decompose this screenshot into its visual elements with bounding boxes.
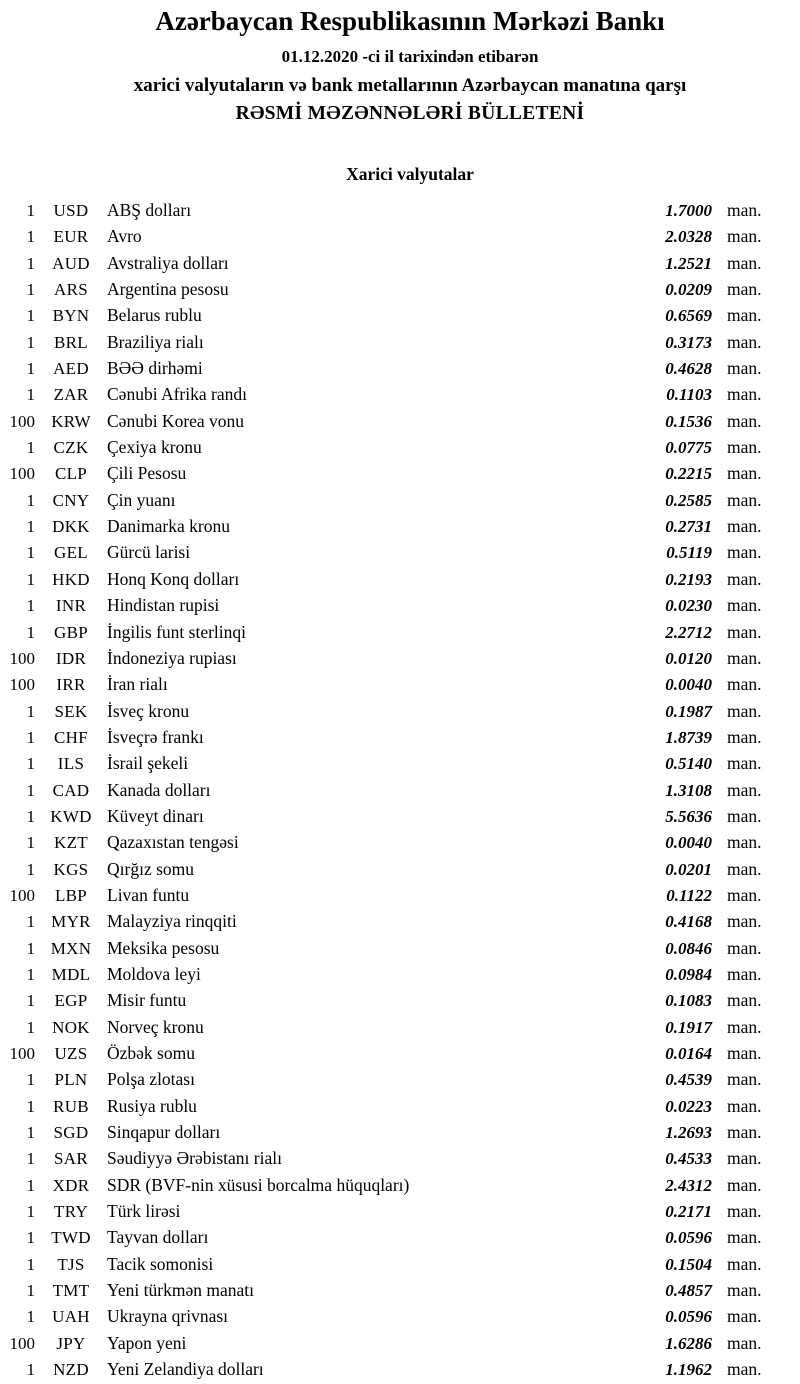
rate-value-cell: 0.1083 [665,991,712,1011]
currency-code-cell: INR [55,596,87,616]
currency-code-cell: SEK [54,701,88,721]
exchange-rates-table [0,197,800,1382]
rate-value-cell: 0.0120 [665,648,712,668]
unit-cell: man. [727,200,762,220]
nominal-cell: 1 [26,1175,35,1195]
section-title-foreign-currencies: Xarici valyutalar [346,164,474,184]
currency-name-cell: Səudiyyə Ərəbistanı rialı [107,1148,282,1169]
rate-value-cell: 0.5119 [666,543,712,563]
rate-value-cell: 5.5636 [665,806,712,826]
currency-name-cell: İndoneziya rupiası [107,647,237,668]
rate-row [0,1093,800,1119]
rate-row [0,592,800,618]
unit-cell: man. [727,726,762,747]
currency-code-cell: SGD [53,1123,89,1143]
currency-name-cell: Gürcü larisi [107,542,191,563]
rate-value-cell: 1.8739 [665,727,712,747]
rate-value-cell: 0.1917 [665,1017,712,1037]
rate-value-cell: 0.5140 [665,754,712,774]
currency-name-cell: Belarus rublu [107,305,202,326]
rate-row [0,987,800,1013]
rate-value-cell: 0.4628 [665,359,712,379]
currency-code-cell: SAR [54,1149,88,1169]
nominal-cell: 1 [26,201,35,220]
currency-code-cell: IRR [56,675,86,695]
currency-name-cell: Çili Pesosu [107,463,187,484]
rate-row [0,1066,800,1092]
unit-cell: man. [727,1253,762,1274]
currency-code-cell: AUD [52,253,90,273]
currency-name-cell: Qazaxıstan tengəsi [107,832,239,853]
currency-code-cell: UAH [52,1307,90,1327]
currency-code-cell: IDR [55,648,87,668]
rate-value-cell: 0.2585 [665,490,712,510]
rate-value-cell: 0.0230 [665,596,712,616]
unit-cell: man. [727,568,762,589]
nominal-cell: 100 [9,411,35,431]
rate-value-cell: 0.4168 [665,912,712,932]
currency-name-cell: Malayziya rinqqiti [107,911,237,932]
unit-cell: man. [727,700,762,721]
unit-cell: man. [727,1201,762,1222]
currency-name-cell: İsrail şekeli [107,753,189,774]
currency-code-cell: CZK [53,438,89,458]
rate-row [0,935,800,961]
nominal-cell: 1 [26,991,35,1011]
currency-code-cell: UZS [54,1044,88,1063]
currency-code-cell: GBP [54,622,88,642]
rate-value-cell: 0.0984 [665,964,712,984]
currency-name-cell: Cənubi Afrika randı [107,384,247,405]
unit-cell: man. [727,1016,762,1037]
rate-value-cell: 0.4539 [665,1070,712,1090]
currency-code-cell: CHF [54,727,88,747]
nominal-cell: 1 [26,332,35,352]
rate-value-cell: 0.0164 [665,1044,712,1063]
currency-name-cell: Cənubi Korea vonu [107,410,245,431]
nominal-cell: 1 [26,438,35,458]
nominal-cell: 1 [26,517,35,537]
unit-cell: man. [727,911,762,932]
currency-name-cell: İsveçrə frankı [107,726,204,747]
currency-name-cell: Honq Konq dolları [107,568,240,589]
rate-row [0,1356,800,1382]
currency-code-cell: MDL [51,964,91,984]
rate-row [0,1224,800,1250]
currency-name-cell: Kanada dolları [107,779,211,800]
nominal-cell: 100 [9,675,35,695]
rate-value-cell: 0.0775 [665,438,712,458]
rate-row [0,1145,800,1171]
nominal-cell: 1 [26,490,35,510]
nominal-cell: 1 [26,306,35,326]
rate-row [0,566,800,592]
unit-cell: man. [727,858,762,879]
nominal-cell: 100 [9,464,35,484]
unit-cell: man. [727,963,762,984]
currency-name-cell: Meksika pesosu [107,937,220,958]
currency-code-cell: CNY [52,490,90,510]
currency-code-cell: BRL [54,332,88,352]
nominal-cell: 1 [26,1254,35,1274]
rate-value-cell: 0.1122 [666,885,712,905]
currency-name-cell: Yapon yeni [107,1332,187,1353]
rate-value-cell: 1.1962 [665,1360,712,1380]
nominal-cell: 1 [26,1202,35,1222]
rate-row [0,961,800,987]
unit-cell: man. [727,1332,762,1353]
nominal-cell: 1 [26,1307,35,1327]
rate-row [0,223,800,249]
currency-code-cell: KZT [54,833,88,853]
currency-code-cell: KWD [50,806,92,826]
currency-name-cell: Çin yuanı [107,489,176,510]
currency-name-cell: Küveyt dinarı [107,805,204,826]
rate-value-cell: 2.0328 [665,227,712,247]
currency-code-cell: MXN [50,938,92,958]
currency-code-cell: USD [53,201,89,220]
unit-cell: man. [727,753,762,774]
rate-row [0,724,800,750]
unit-cell: man. [727,542,762,563]
rate-value-cell: 0.2731 [665,517,712,537]
currency-code-cell: NOK [52,1017,90,1037]
rate-value-cell: 0.6569 [665,306,712,326]
nominal-cell: 1 [26,1228,35,1248]
rate-row [0,908,800,934]
currency-code-cell: HKD [52,569,90,589]
currency-name-cell: Moldova leyi [107,963,201,984]
nominal-cell: 100 [9,885,35,905]
currency-code-cell: NZD [53,1360,89,1380]
rate-row [0,645,800,671]
rate-row [0,302,800,328]
currency-code-cell: ZAR [53,385,89,405]
currency-name-cell: BƏƏ dirhəmi [107,358,203,379]
currency-code-cell: EGP [54,991,88,1011]
rate-row [0,856,800,882]
rate-value-cell: 0.1504 [665,1254,712,1274]
nominal-cell: 1 [26,780,35,800]
currency-code-cell: ILS [57,754,85,774]
rate-value-cell: 0.0201 [665,859,712,879]
currency-code-cell: PLN [54,1070,88,1090]
rate-row [0,197,800,223]
currency-name-cell: Yeni türkmən manatı [107,1280,254,1301]
nominal-cell: 1 [26,1096,35,1116]
rate-row [0,1040,800,1066]
rate-value-cell: 0.0223 [665,1096,712,1116]
currency-name-cell: Ukrayna qrivnası [107,1306,229,1327]
currency-code-cell: KRW [51,411,91,431]
rate-value-cell: 0.0040 [665,675,712,695]
rate-value-cell: 1.6286 [665,1333,712,1353]
currency-name-cell: Özbək somu [107,1043,195,1063]
currency-code-cell: GEL [54,543,88,563]
nominal-cell: 1 [26,1360,35,1380]
rate-value-cell: 1.3108 [665,780,712,800]
rate-row [0,487,800,513]
currency-code-cell: JPY [56,1333,86,1353]
currency-code-cell: TJS [57,1254,85,1274]
rate-row [0,381,800,407]
rate-row [0,1172,800,1198]
unit-cell: man. [727,305,762,326]
rate-row [0,671,800,697]
rate-value-cell: 0.2193 [665,569,712,589]
currency-name-cell: Misir funtu [107,990,187,1011]
currency-name-cell: Tayvan dolları [107,1227,209,1248]
currency-name-cell: Hindistan rupisi [107,595,220,616]
unit-cell: man. [727,331,762,352]
rate-row [0,513,800,539]
rate-value-cell: 0.2171 [665,1202,712,1222]
currency-name-cell: Yeni Zelandiya dolları [107,1359,264,1380]
unit-cell: man. [727,252,762,273]
rate-row [0,829,800,855]
currency-code-cell: TWD [51,1228,91,1248]
unit-cell: man. [727,1069,762,1090]
currency-code-cell: RUB [53,1096,89,1116]
rate-row [0,1014,800,1040]
rate-row [0,777,800,803]
unit-cell: man. [727,1227,762,1248]
nominal-cell: 1 [26,701,35,721]
rate-value-cell: 0.0596 [665,1307,712,1327]
rate-row [0,1251,800,1277]
rate-row [0,276,800,302]
rate-value-cell: 2.4312 [665,1175,712,1195]
rate-row [0,329,800,355]
currency-name-cell: SDR (BVF-nin xüsusi borcalma hüquqları) [107,1174,410,1195]
currency-code-cell: BYN [52,306,90,326]
nominal-cell: 100 [9,1333,35,1353]
currency-code-cell: ARS [54,280,88,300]
currency-code-cell: MYR [51,912,91,932]
scope-line: xarici valyutaların və bank metallarının Azərbaycan manatına qarşı [133,75,687,96]
currency-name-cell: Tacik somonisi [107,1253,214,1274]
rate-value-cell: 0.0040 [665,833,712,853]
nominal-cell: 1 [26,385,35,405]
nominal-cell: 1 [26,622,35,642]
nominal-cell: 1 [26,859,35,879]
nominal-cell: 1 [26,833,35,853]
rate-value-cell: 1.2693 [665,1123,712,1143]
currency-name-cell: Livan funtu [107,884,190,905]
currency-name-cell: Argentina pesosu [107,279,229,300]
nominal-cell: 1 [26,806,35,826]
rate-row [0,1277,800,1303]
currency-code-cell: DKK [52,517,90,537]
bulletin-title: RƏSMİ MƏZƏNNƏLƏRİ BÜLLETENİ [235,103,585,124]
nominal-cell: 1 [26,596,35,616]
unit-cell: man. [727,1122,762,1143]
unit-cell: man. [727,516,762,537]
unit-cell: man. [727,1043,762,1063]
currency-name-cell: Polşa zlotası [107,1069,195,1090]
nominal-cell: 1 [26,280,35,300]
unit-cell: man. [727,1148,762,1169]
rate-value-cell: 0.1103 [666,385,712,405]
currency-name-cell: İran rialı [107,674,168,695]
nominal-cell: 1 [26,569,35,589]
unit-cell: man. [727,805,762,826]
currency-name-cell: Avro [107,226,142,247]
rate-row [0,882,800,908]
effective-date-line: 01.12.2020 -ci il tarixindən etibarən [281,47,539,66]
nominal-cell: 100 [9,648,35,668]
unit-cell: man. [727,621,762,642]
currency-code-cell: CAD [52,780,90,800]
nominal-cell: 1 [26,1017,35,1037]
rate-value-cell: 0.4533 [665,1149,712,1169]
nominal-cell: 1 [26,359,35,379]
currency-code-cell: AED [53,359,89,379]
rate-row [0,408,800,434]
rate-row [0,460,800,486]
currency-name-cell: İsveç kronu [107,700,190,721]
nominal-cell: 1 [26,964,35,984]
page-title: Azərbaycan Respublikasının Mərkəzi Bankı [155,6,665,36]
rate-row [0,619,800,645]
unit-cell: man. [727,1174,762,1195]
rate-row [0,1303,800,1329]
rate-value-cell: 1.7000 [665,201,712,220]
currency-code-cell: CLP [54,464,88,484]
rate-value-cell: 0.3173 [665,332,712,352]
unit-cell: man. [727,937,762,958]
currency-code-cell: LBP [54,885,88,905]
currency-code-cell: EUR [53,227,89,247]
rate-row [0,1198,800,1224]
unit-cell: man. [727,674,762,695]
nominal-cell: 1 [26,543,35,563]
rate-row [0,1119,800,1145]
rate-row [0,539,800,565]
unit-cell: man. [727,1095,762,1116]
unit-cell: man. [727,358,762,379]
nominal-cell: 100 [9,1044,35,1063]
currency-name-cell: Danimarka kronu [107,516,230,537]
currency-code-cell: TRY [54,1202,88,1222]
unit-cell: man. [727,463,762,484]
currency-name-cell: İngilis funt sterlinqi [107,621,247,642]
currency-name-cell: Avstraliya dolları [107,252,229,273]
unit-cell: man. [727,279,762,300]
unit-cell: man. [727,832,762,853]
currency-code-cell: TMT [52,1281,90,1301]
rate-value-cell: 0.1987 [665,701,712,721]
rate-row [0,750,800,776]
rate-value-cell: 0.1536 [665,411,712,431]
rate-value-cell: 0.4857 [665,1281,712,1301]
currency-name-cell: Qırğız somu [107,858,195,879]
rate-value-cell: 2.2712 [665,622,712,642]
unit-cell: man. [727,489,762,510]
unit-cell: man. [727,437,762,458]
nominal-cell: 1 [26,253,35,273]
currency-name-cell: Çexiya kronu [107,437,202,458]
unit-cell: man. [727,1280,762,1301]
nominal-cell: 1 [26,1123,35,1143]
currency-code-cell: XDR [52,1175,90,1195]
unit-cell: man. [727,884,762,905]
currency-name-cell: Sinqapur dolları [107,1122,221,1143]
unit-cell: man. [727,1359,762,1380]
unit-cell: man. [727,1306,762,1327]
nominal-cell: 1 [26,938,35,958]
nominal-cell: 1 [26,1070,35,1090]
unit-cell: man. [727,647,762,668]
currency-name-cell: ABŞ dolları [107,200,192,220]
unit-cell: man. [727,595,762,616]
currency-code-cell: KGS [53,859,89,879]
rate-value-cell: 0.0209 [665,280,712,300]
unit-cell: man. [727,384,762,405]
unit-cell: man. [727,226,762,247]
rate-row [0,434,800,460]
rate-row [0,698,800,724]
rate-value-cell: 0.2215 [665,464,712,484]
nominal-cell: 1 [26,754,35,774]
currency-name-cell: Rusiya rublu [107,1095,197,1116]
rate-row [0,355,800,381]
currency-name-cell: Norveç kronu [107,1016,204,1037]
nominal-cell: 1 [26,227,35,247]
rate-row [0,1330,800,1356]
unit-cell: man. [727,990,762,1011]
rate-value-cell: 0.0596 [665,1228,712,1248]
nominal-cell: 1 [26,1149,35,1169]
currency-name-cell: Türk lirəsi [107,1201,181,1222]
unit-cell: man. [727,410,762,431]
rate-row [0,250,800,276]
currency-name-cell: Braziliya rialı [107,331,204,352]
nominal-cell: 1 [26,912,35,932]
nominal-cell: 1 [26,1281,35,1301]
rate-value-cell: 1.2521 [665,253,712,273]
rate-value-cell: 0.0846 [665,938,712,958]
rate-row [0,803,800,829]
unit-cell: man. [727,779,762,800]
nominal-cell: 1 [26,727,35,747]
